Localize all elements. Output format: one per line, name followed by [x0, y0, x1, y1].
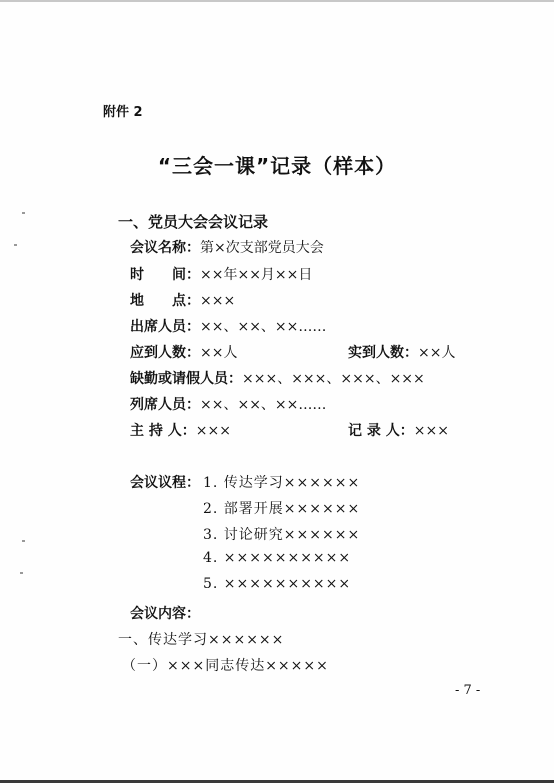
observers-value: ××、××、××…… [200, 397, 327, 413]
agenda-item: 2. 部署开展×××××× [203, 501, 361, 517]
observers-row [130, 394, 326, 414]
scan-speck [22, 540, 25, 542]
content-label-row [130, 603, 200, 623]
attendees-value: ××、××、××…… [200, 319, 327, 335]
time-label: 时 间： [130, 267, 200, 283]
content-line: 一、传达学习×××××× [118, 632, 285, 648]
actual-count-label: 实到人数： [348, 345, 418, 361]
scan-top-edge [0, 0, 554, 2]
expected-count-row [130, 342, 237, 362]
absent-label: 缺勤或请假人员： [130, 371, 242, 387]
section-heading: 一、党员大会会议记录 [118, 213, 269, 231]
time-row [130, 264, 312, 284]
host-label: 主 持 人： [130, 423, 196, 439]
meeting-name-value: 第×次支部党员大会 [200, 240, 324, 256]
agenda-item: 3. 讨论研究×××××× [203, 527, 361, 543]
recorder-value: ××× [413, 423, 449, 439]
attendees-row [130, 316, 326, 336]
content-line: （一）×××同志传达××××× [122, 658, 329, 674]
time-value: ××年××月××日 [200, 267, 313, 283]
absent-value: ×××、×××、×××、××× [242, 371, 425, 387]
agenda-item: 4. ×××××××××× [203, 550, 352, 566]
agenda-label [130, 472, 200, 492]
attendees-label: 出席人员： [130, 319, 200, 335]
meeting-name-label: 会议名称： [130, 240, 200, 256]
absent-row [130, 368, 425, 388]
place-value: ××× [200, 293, 236, 309]
page-number: - 7 - [455, 683, 481, 698]
scan-speck [22, 212, 25, 214]
agenda-item: 1. 传达学习×××××× [203, 475, 361, 491]
host-value: ××× [195, 423, 231, 439]
host-row [130, 420, 231, 440]
actual-count-value: ××人 [418, 345, 456, 361]
content-label: 会议内容： [130, 606, 200, 622]
expected-count-label: 应到人数： [130, 345, 200, 361]
recorder-label: 记 录 人： [348, 423, 414, 439]
page-title: “三会一课”记录（样本） [157, 154, 397, 178]
place-row [130, 290, 235, 310]
scan-speck [14, 244, 17, 246]
attachment-label: 附件 2 [103, 105, 143, 120]
recorder-row [348, 420, 449, 440]
scan-speck [20, 572, 23, 574]
expected-count-value: ××人 [200, 345, 238, 361]
meeting-name-row [130, 237, 324, 257]
actual-count-row [348, 342, 455, 362]
agenda-label-text: 会议议程： [130, 475, 200, 491]
agenda-item: 5. ×××××××××× [203, 576, 352, 592]
observers-label: 列席人员： [130, 397, 200, 413]
place-label: 地 点： [130, 293, 200, 309]
